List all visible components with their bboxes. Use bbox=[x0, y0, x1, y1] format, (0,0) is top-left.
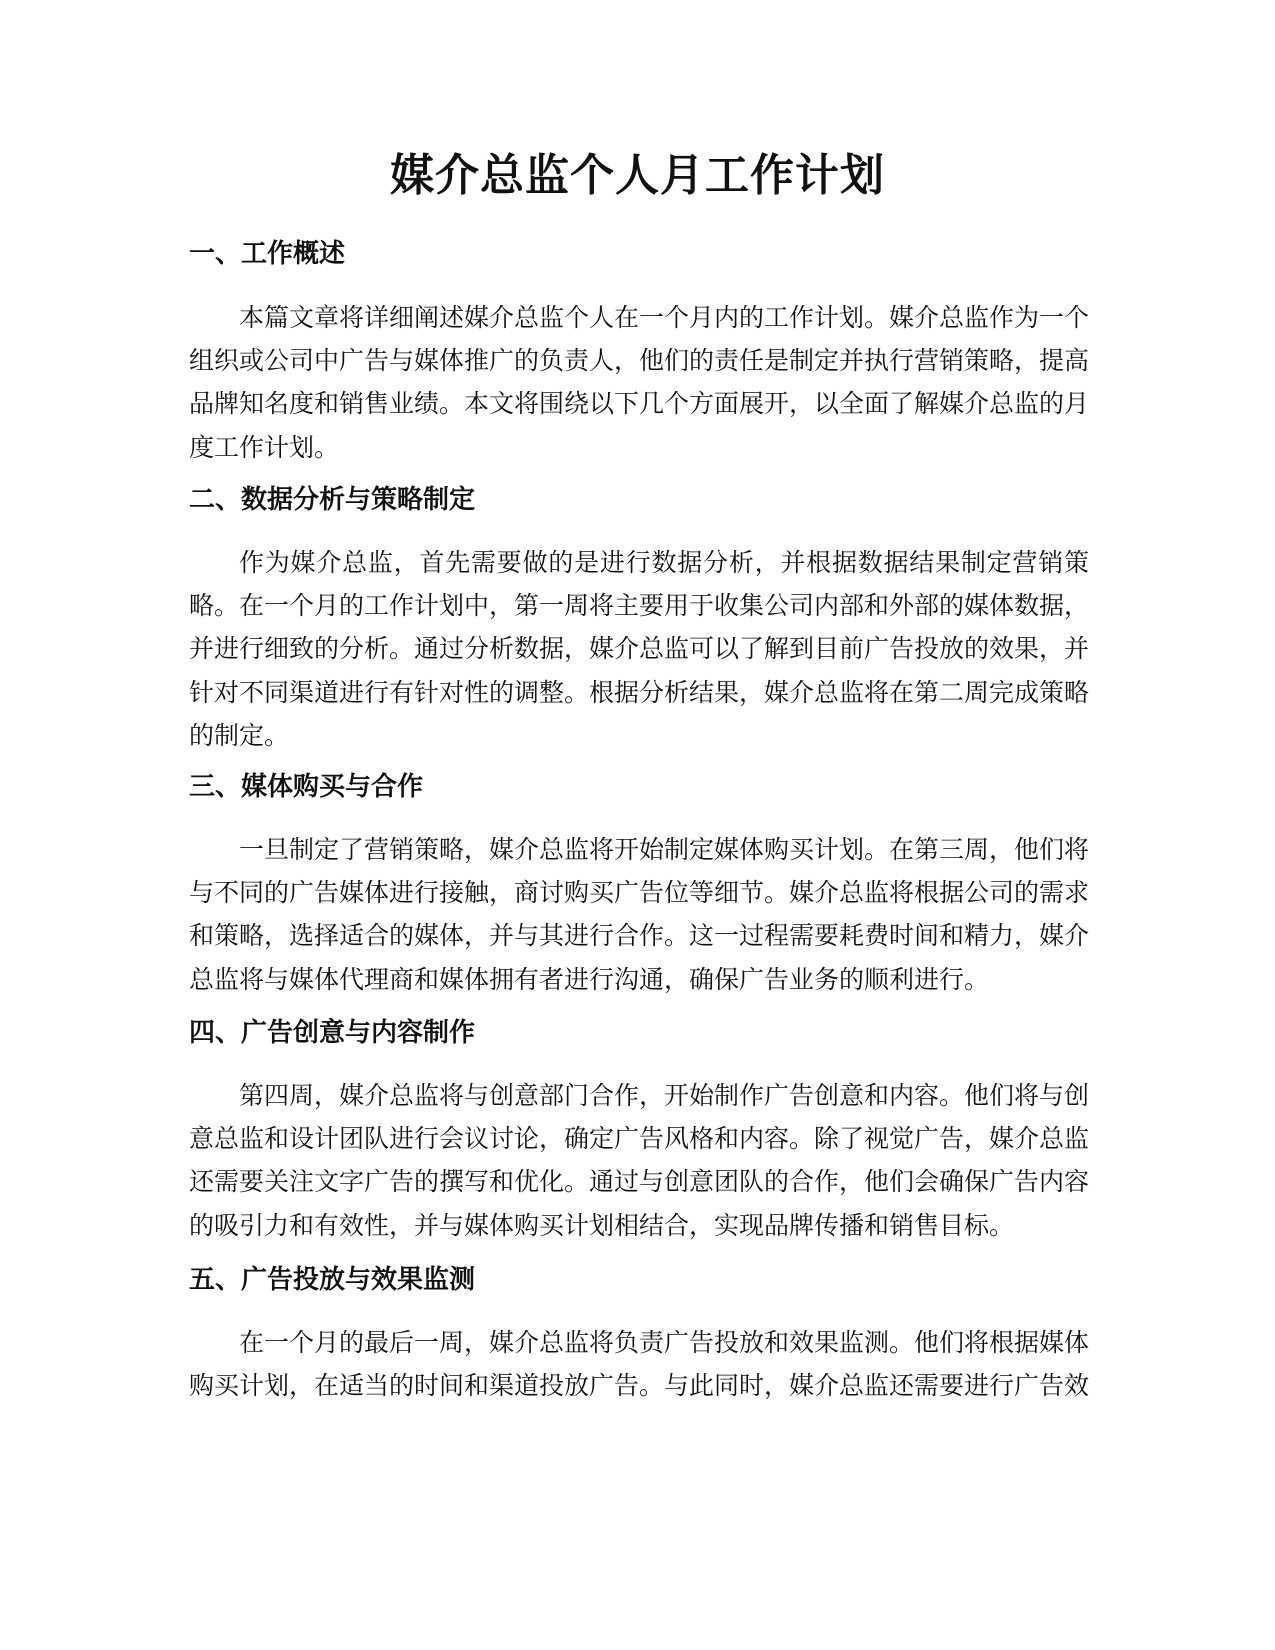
section-heading-ad-delivery: 五、广告投放与效果监测 bbox=[189, 1265, 476, 1295]
section-body-media-buying: 一旦制定了营销策略，媒介总监将开始制定媒体购买计划。在第三周，他们将与不同的广告媒体进行接触，商讨购买广告位等细节。媒介总监将根据公司的需求和策略，选择适合的媒体，并与其进行合作。这一过程需要耗费时间和精力，媒介总监将与媒体代理商和媒体拥有者进行沟通，确保广告业务的顺利进行。 bbox=[189, 835, 1090, 994]
section-body-data-analysis: 作为媒介总监，首先需要做的是进行数据分析，并根据数据结果制定营销策略。在一个月的工作计划中，第一周将主要用于收集公司内部和外部的媒体数据，并进行细致的分析。通过分析数据，媒介总监可以了解到目前广告投放的效果，并针对不同渠道进行有针对性的调整。根据分析结果，媒介总监将在第二周完成策略的制定。 bbox=[189, 548, 1090, 750]
section-heading-media-buying: 三、媒体购买与合作 bbox=[189, 772, 424, 802]
section-body-overview: 本篇文章将详细阐述媒介总监个人在一个月内的工作计划。媒介总监作为一个组织或公司中广告与媒体推广的负责人，他们的责任是制定并执行营销策略，提高品牌知名度和销售业绩。本文将围绕以下几个方面展开，以全面了解媒介总监的月度工作计划。 bbox=[189, 303, 1090, 462]
section-heading-overview: 一、工作概述 bbox=[189, 239, 346, 269]
document-title: 媒介总监个人月工作计划 bbox=[390, 150, 885, 201]
section-heading-creative: 四、广告创意与内容制作 bbox=[189, 1018, 476, 1048]
section-body-creative: 第四周，媒介总监将与创意部门合作，开始制作广告创意和内容。他们将与创意总监和设计团队进行会议讨论，确定广告风格和内容。除了视觉广告，媒介总监还需要关注文字广告的撰写和优化。通过与创意团队的合作，他们会确保广告内容的吸引力和有效性，并与媒体购买计划相结合，实现品牌传播和销售目标。 bbox=[189, 1081, 1090, 1240]
section-heading-data-analysis: 二、数据分析与策略制定 bbox=[189, 485, 476, 515]
section-body-ad-delivery: 在一个月的最后一周，媒介总监将负责广告投放和效果监测。他们将根据媒体购买计划，在适当的时间和渠道投放广告。与此同时，媒介总监还需要进行广告效 bbox=[189, 1328, 1090, 1401]
